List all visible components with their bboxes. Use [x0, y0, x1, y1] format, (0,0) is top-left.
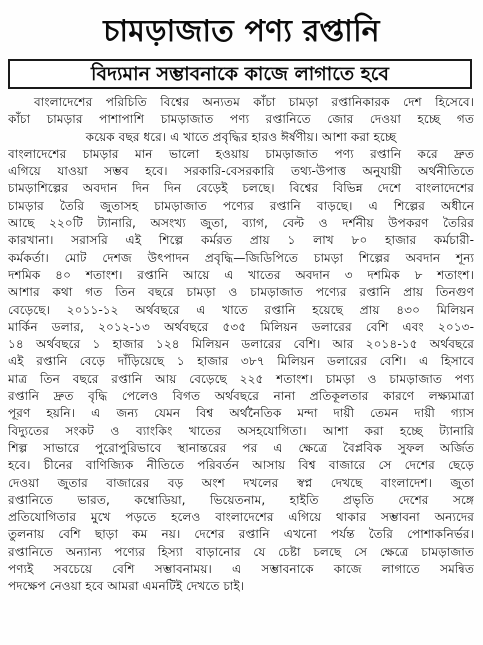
article-line: চামড়ার তৈরি জুতাসহ চামড়াজাত পণ্যের রপ্তানি বাড়ছে। এ শিল্পের অধীনে	[8, 198, 474, 213]
article-line: দশমিক ৪০ শতাংশ। রপ্তানি আয়ে এ খাতের অবদান ৩ দশমিক ৮ শতাংশ।	[8, 267, 474, 282]
article-line: চামড়াশিল্পের অবদান দিন দিন বেড়েই চলছে। বিশ্বের বিভিন্ন দেশে বাংলাদেশের	[8, 181, 474, 196]
page-header-strip	[170, 0, 330, 4]
article-line: শিল্প সাভারে পুরোপুরিভাবে স্থানান্তরের পর এ ক্ষেত্রে বৈপ্লবিক সুফল অর্জিত	[8, 440, 474, 455]
article-line: এই রপ্তানি বেড়ে দাঁড়িয়েছে ১ হাজার ৩৮৭ মিলিয়ন ডলারের বেশি। এ হিসাবে	[8, 354, 474, 369]
article-line: পদক্ষেপ নেওয়া হবে আমরা এমনটিই দেখতে চাই।	[8, 579, 245, 594]
subheadline-box	[8, 59, 472, 89]
article-line: পূরণ হয়নি। এ জন্য যেমন বিশ্ব অর্থনৈতিক মন্দা দায়ী তেমন দায়ী গ্যাস	[8, 406, 474, 421]
article-line: আশার কথা গত তিন বছরে চামড়া ও চামড়াজাত পণ্যের রপ্তানি প্রায় তিনগুণ	[8, 285, 474, 300]
article-line: রপ্তানি দ্রুত বৃদ্ধি পেলেও বিগত অর্থবছরে নানা প্রতিকূলতার কারণে লক্ষ্যমাত্রা	[8, 389, 474, 404]
article-line: বেড়েছে। ২০১১-১২ অর্থবছরে এ খাতে রপ্তানি হয়েছে প্রায় ৪৩০ মিলিয়ন	[8, 302, 474, 317]
article-line: কারখানা। সরাসরি এই শিল্পে কর্মরত প্রায় ১ লাখ ৮০ হাজার কর্মচারী-	[8, 233, 474, 248]
article-body	[8, 94, 474, 596]
article-line: বিদ্যুতের সংকট ও ব্যাংকিং খাতের অসহযোগিতা। আশা করা হচ্ছে ট্যানারি	[8, 423, 474, 438]
article-line: দেওয়া জুতার বাজারের বড় অংশ দখলের স্বপ্ন দেখছে বাংলাদেশ। জুতা	[8, 475, 474, 490]
article-line: আছে ২২০টি ট্যানারি, অসংখ্য জুতা, ব্যাগ, বেল্ট ও দর্শনীয় উপকরণ তৈরির	[8, 216, 474, 231]
article-line: এগিয়ে যাওয়া সম্ভব হবে। সরকারি-বেসরকারি তথ্য-উপাত্ত অনুযায়ী অর্থনীতিতে	[8, 164, 474, 179]
article-line: কর্মকর্তা। মোট দেশজ উৎপাদন প্রবৃদ্ধি—জিডিপিতে চামড়া শিল্পের অবদান শূন্য	[8, 250, 474, 265]
article-line: বাংলাদেশের চামড়ার মান ভালো হওয়ায় চামড়াজাত পণ্য রপ্তানি করে দ্রুত	[8, 146, 474, 161]
article-line: ১৪ অর্থবছরে ১ হাজার ১২৪ মিলিয়ন ডলারের বেশি। আর ২০১৪-১৫ অর্থবছরে	[8, 337, 474, 352]
article-line: বাংলাদেশের পরিচিতি বিশ্বের অন্যতম কাঁচা চামড়া রপ্তানিকারক দেশ হিসেবে।	[34, 95, 474, 109]
article-line: রপ্তানিতে অন্যান্য পণ্যের হিস্যা বাড়ানোর যে চেষ্টা চলছে সে ক্ষেত্রে চামড়াজাত	[8, 544, 474, 559]
article-line: পণ্যই সবচেয়ে বেশি সম্ভাবনাময়। এ সম্ভাবনাকে কাজে লাগাতে সমন্বিত	[8, 562, 474, 577]
article-line: হবে। চীনের বাণিজ্যিক নীতিতে পরিবর্তন আসায় বিশ্ব বাজারে সে দেশের ছেড়ে	[8, 458, 474, 473]
article-line: মাত্র তিন বছরে রপ্তানি আয় বেড়েছে ২২৫ শতাংশ। চামড়া ও চামড়াজাত পণ্য	[8, 371, 474, 386]
article-line: প্রতিযোগিতার মুখে পড়তে হলেও বাংলাদেশের এগিয়ে থাকার সম্ভাবনা অন্যদের	[8, 510, 474, 525]
headline: চামড়াজাত পণ্য রপ্তানি	[103, 14, 380, 49]
article-line: কাঁচা চামড়ার পাশাপাশি চামড়াজাত পণ্য রপ্তানিতে জোর দেওয়া হচ্ছে গত	[8, 112, 474, 127]
article-line: মার্কিন ডলার, ২০১২-১৩ অর্থবছরে ৫৩৫ মিলিয়ন ডলারের বেশি এবং ২০১৩-	[8, 319, 474, 334]
article-line: রপ্তানিতে ভারত, কম্বোডিয়া, ভিয়েতনাম, হাইতি প্রভৃতি দেশের সঙ্গে	[8, 492, 474, 507]
article-line: কয়েক বছর ধরে। এ খাতে প্রবৃদ্ধির হারও ঈর্ষণীয়। আশা করা হচ্ছে	[85, 129, 397, 144]
article-line: তুলনায় বেশি ছাড়া কম নয়। দেশের রপ্তানি এখনো পর্যন্ত তৈরি পোশাকনির্ভর।	[8, 527, 474, 542]
subheadline: বিদ্যমান সম্ভাবনাকে কাজে লাগাতে হবে	[91, 63, 389, 85]
